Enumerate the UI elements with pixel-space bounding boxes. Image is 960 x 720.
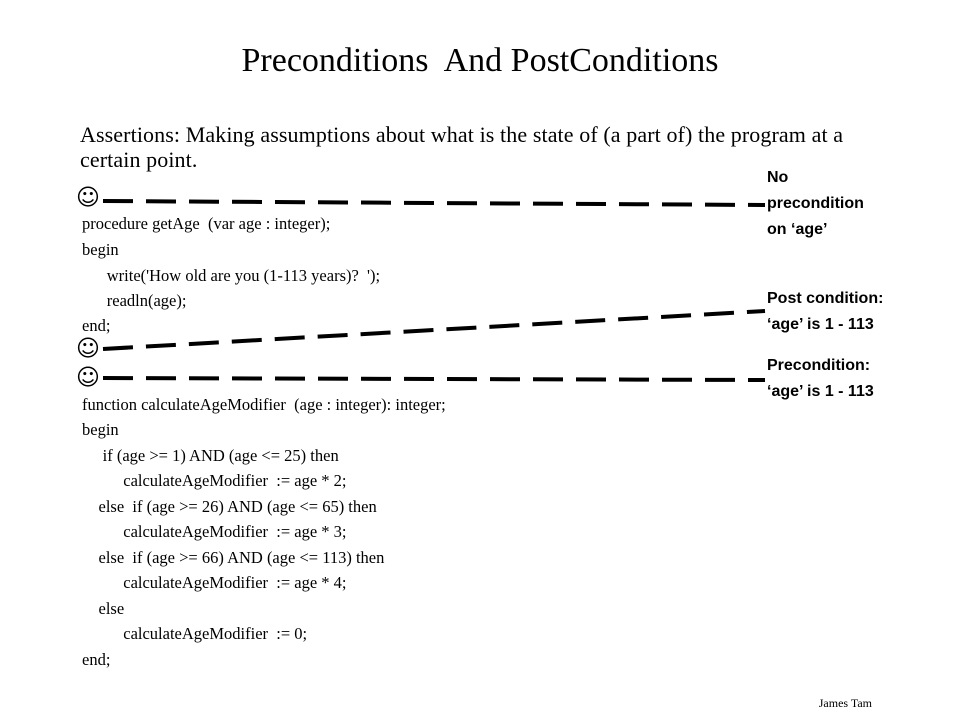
note-line: ‘age’ is 1 - 113 [767,383,874,400]
code-line: if (age >= 1) AND (age <= 25) then [82,446,339,465]
code-line: begin [82,240,119,259]
code-line: readln(age); [82,291,187,310]
smiley-face-icon: ☺ [76,365,100,391]
author-footer: James Tam [818,696,872,710]
code-line: write('How old are you (1-113 years)? '); [82,266,381,285]
precondition-note [767,353,874,405]
code-line: else if (age >= 66) AND (age <= 113) then [82,548,385,567]
code-line: end; [82,650,111,669]
code-line: calculateAgeModifier := age * 2; [82,471,347,490]
code-line: begin [82,420,119,439]
post-condition-note [767,286,883,338]
note-line: Post condition: [767,290,884,307]
note-line: precondition [767,195,864,212]
note-line: No [767,169,789,186]
code-line: procedure getAge (var age : integer); [82,214,331,233]
note-line: on ‘age’ [767,221,828,238]
dashed-line-precondition [103,378,765,380]
smiley-face-icon: ☺ [76,336,100,362]
code-line: calculateAgeModifier := age * 4; [82,573,347,592]
code-line: else if (age >= 26) AND (age <= 65) then [82,497,377,516]
slide-title: Preconditions And PostConditions [241,42,719,79]
dashed-line-post-condition [103,311,765,349]
code-line: calculateAgeModifier := age * 3; [82,522,347,541]
note-line: ‘age’ is 1 - 113 [767,316,874,333]
dashed-line-no-precondition [103,201,765,205]
code-line: calculateAgeModifier := 0; [82,624,308,643]
smiley-face-icon: ☺ [76,185,100,211]
code-line: else [82,599,125,618]
note-line: Precondition: [767,357,871,374]
no-precondition-note [767,165,864,243]
intro-text: Assertions: Making assumptions about what is the state of (a part of) the program at a certain point. [80,122,844,172]
code-line: end; [82,316,111,335]
code-line: function calculateAgeModifier (age : integer): integer; [82,395,446,414]
